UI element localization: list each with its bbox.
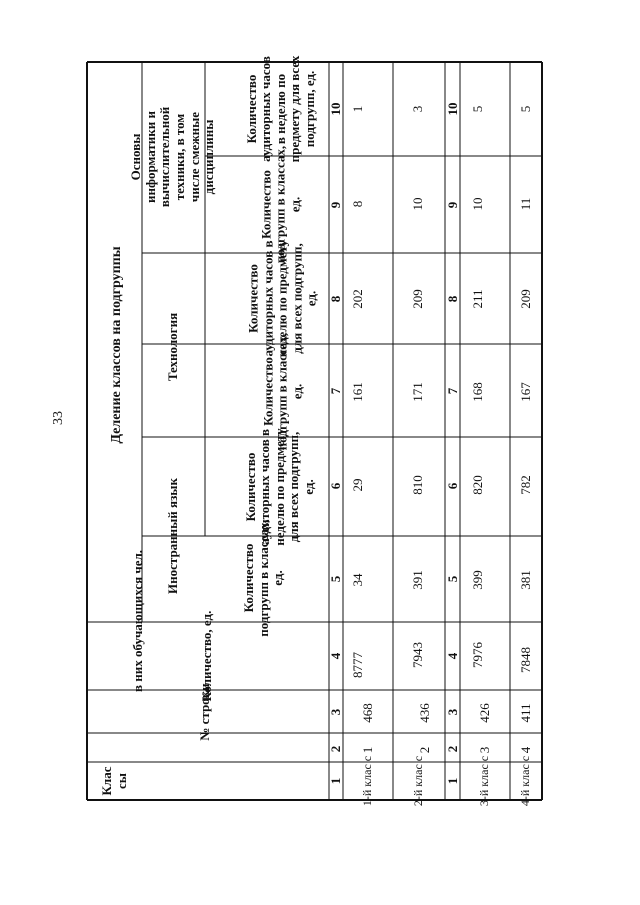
- row-c8: 202: [349, 289, 365, 309]
- row-line: 3: [476, 746, 492, 754]
- col-num: 10: [327, 102, 343, 116]
- header-classes: Клас сы: [99, 766, 129, 796]
- header-students: в них обучающихся чел.: [129, 549, 145, 693]
- col-num: 9: [327, 201, 343, 209]
- row-count: 436: [416, 703, 432, 723]
- row-line: 4: [517, 746, 533, 754]
- col-num: 4: [327, 652, 343, 660]
- row-line: 1: [359, 746, 375, 754]
- row-students: 7848: [517, 647, 533, 673]
- col-num: 7: [327, 387, 343, 395]
- row-c8: 209: [409, 289, 425, 309]
- col-num: 4: [444, 652, 460, 660]
- row-c5: 381: [517, 570, 533, 590]
- row-count: 468: [359, 703, 375, 723]
- row-c5: 34: [349, 573, 365, 587]
- col-num: 10: [444, 102, 460, 116]
- col-num: 9: [444, 201, 460, 209]
- row-students: 8777: [349, 652, 365, 678]
- col-num: 2: [444, 745, 460, 753]
- row-c7: 167: [517, 382, 533, 402]
- row-students: 7943: [409, 642, 425, 668]
- row-c10: 5: [517, 105, 533, 113]
- header-foreign-language: Иностранный язык: [164, 478, 180, 594]
- col-num: 6: [444, 482, 460, 490]
- row-c6: 29: [349, 478, 365, 492]
- header-technology: Технология: [164, 312, 180, 382]
- row-c10: 1: [349, 105, 365, 113]
- row-c7: 161: [349, 382, 365, 402]
- col-num: 7: [444, 387, 460, 395]
- header-subgroups-foreign: Количество подгрупп в классах, ед.: [241, 519, 286, 637]
- header-hours-informatics: Количество аудиторных часов в неделю по предмету для всех подгрупп, ед.: [243, 55, 317, 163]
- row-c9: 8: [349, 200, 365, 208]
- col-num: 3: [327, 708, 343, 716]
- row-c7: 171: [409, 382, 425, 402]
- col-num: 5: [327, 575, 343, 583]
- row-c6: 820: [469, 475, 485, 495]
- group-header: Деление классов на подгруппы: [109, 246, 125, 444]
- row-class: 1-й клас с: [360, 755, 375, 807]
- col-num: 3: [444, 708, 460, 716]
- row-count: 426: [476, 703, 492, 723]
- row-class: 3-й клас с: [477, 755, 492, 807]
- header-informatics: Основы информатики и вычислительной техники, в том числе смежные дисциплины: [128, 106, 217, 208]
- row-class: 4-й клас с: [518, 755, 533, 807]
- col-num: 8: [444, 295, 460, 303]
- col-num: 1: [444, 777, 460, 785]
- row-c7: 168: [469, 382, 485, 402]
- row-c10: 5: [469, 105, 485, 113]
- row-students: 7976: [469, 642, 485, 668]
- col-num: 5: [444, 575, 460, 583]
- row-c5: 399: [469, 570, 485, 590]
- header-subgroups-tech: Количество подгрупп в классах, ед.: [260, 332, 305, 451]
- header-row-no: № строки: [196, 683, 212, 741]
- page-number: 33: [51, 411, 66, 425]
- row-line: 2: [416, 746, 432, 754]
- row-c5: 391: [409, 570, 425, 590]
- row-c6: 782: [517, 475, 533, 495]
- col-num: 6: [327, 482, 343, 490]
- row-c10: 3: [409, 105, 425, 113]
- col-num: 8: [327, 295, 343, 303]
- row-class: 2-й клас с: [411, 755, 426, 807]
- row-c9: 10: [409, 197, 425, 211]
- header-subgroups-informatics: Количество подгрупп в классах, ед.: [258, 145, 303, 264]
- row-c8: 209: [517, 289, 533, 309]
- header-hours-tech: Количество аудиторных часов в неделю по предмету для всех подгрупп, ед.: [245, 239, 319, 358]
- row-c9: 11: [517, 197, 533, 211]
- row-count: 411: [517, 703, 533, 723]
- row-c9: 10: [469, 197, 485, 211]
- row-c6: 810: [409, 475, 425, 495]
- header-count: Количество, ед.: [198, 610, 214, 702]
- header-hours-foreign: Количество аудиторных часов в неделю по предмету для всех подгрупп, ед.: [242, 428, 316, 546]
- col-num: 1: [327, 777, 343, 785]
- row-c8: 211: [469, 289, 485, 309]
- col-num: 2: [327, 745, 343, 753]
